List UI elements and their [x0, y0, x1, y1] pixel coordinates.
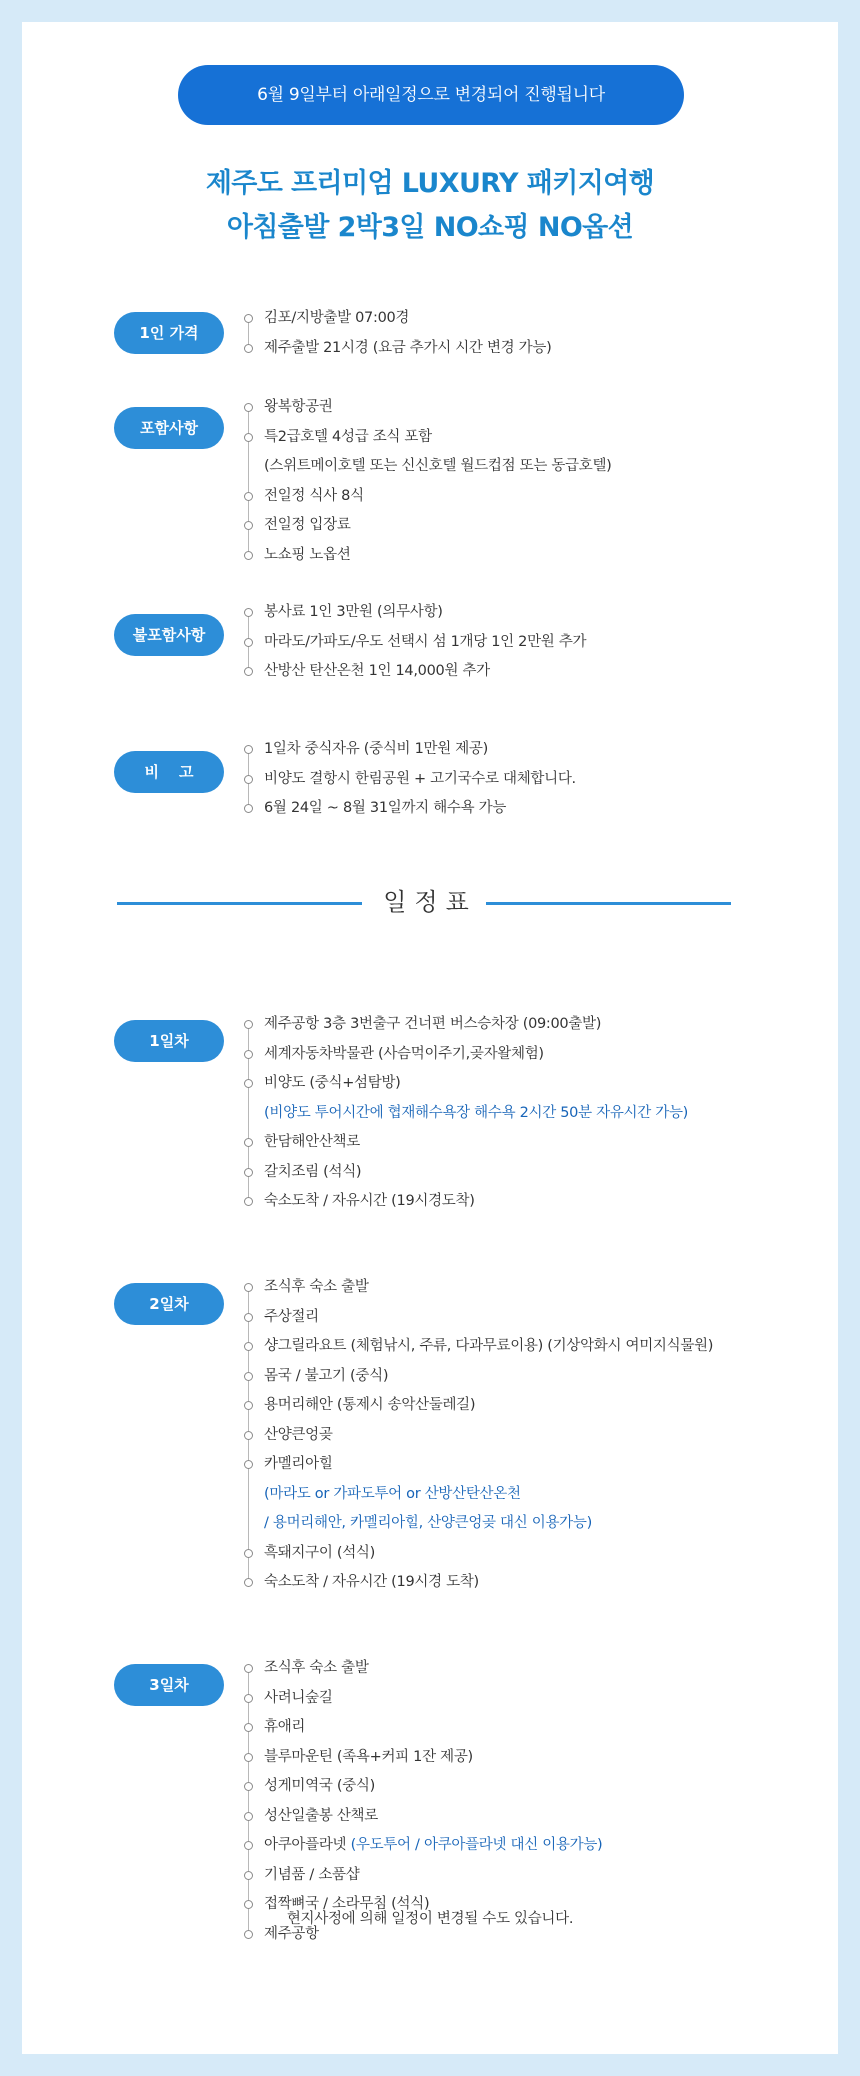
footer-note: 현지사정에 의해 일정이 변경될 수도 있습니다. — [286, 1911, 574, 1927]
schedule-divider — [22, 882, 838, 922]
section-label-excluded: 불포함사항 — [114, 614, 224, 656]
list-item: 6월 24일 ~ 8월 31일까지 해수욕 가능 — [244, 794, 576, 824]
remarks-list — [244, 735, 576, 824]
day-label-2: 2일차 — [114, 1283, 224, 1325]
page-frame — [22, 22, 838, 2054]
list-item: 왕복항공권 — [244, 393, 612, 423]
list-item: 성게미역국 (중식) — [244, 1772, 602, 1802]
list-item: 제주공항 3층 3번출구 건너편 버스승차장 (09:00출발) — [244, 1010, 688, 1040]
list-item: 샹그릴라요트 (체험낚시, 주류, 다과무료이용) (기상악화시 여미지식물원) — [244, 1332, 713, 1362]
title-line-2: 아침출발 2박3일 NO쇼핑 NO옵션 — [226, 212, 634, 243]
list-item: 마라도/가파도/우도 선택시 섬 1개당 1인 2만원 추가 — [244, 628, 586, 658]
list-item: 숙소도착 / 자유시간 (19시경도착) — [244, 1187, 688, 1217]
list-item: 몸국 / 불고기 (중식) — [244, 1362, 713, 1392]
list-item-text: 아쿠아플라넷 — [264, 1837, 347, 1853]
day2-list — [244, 1273, 713, 1598]
list-item: 조식후 숙소 출발 — [244, 1273, 713, 1303]
section-label-price: 1인 가격 — [114, 312, 224, 354]
divider-line-right — [486, 902, 731, 905]
price-list — [244, 304, 551, 363]
list-item: 전일정 식사 8식 — [244, 482, 612, 512]
list-item: 제주출발 21시경 (요금 추가시 시간 변경 가능) — [244, 334, 551, 364]
list-item: 제주공항 — [244, 1920, 602, 1950]
page-title — [22, 162, 838, 250]
list-item: 주상절리 — [244, 1303, 713, 1333]
list-item: 전일정 입장료 — [244, 511, 612, 541]
list-item: 블루마운틴 (족욕+커피 1잔 제공) — [244, 1743, 602, 1773]
section-label-included: 포함사항 — [114, 407, 224, 449]
included-list — [244, 393, 612, 570]
list-item: 세계자동차박물관 (사슴먹이주기,곶자왈체험) — [244, 1040, 688, 1070]
list-item: 한담해안산책로 — [244, 1128, 688, 1158]
list-item: 특2급호텔 4성급 조식 포함 — [244, 423, 612, 453]
list-item: 용머리해안 (통제시 송악산둘레길) — [244, 1391, 713, 1421]
day-label-3: 3일차 — [114, 1664, 224, 1706]
list-item: 노쇼핑 노옵션 — [244, 541, 612, 571]
list-item: 비양도 (중식+섬탐방) — [244, 1069, 688, 1099]
day3-list — [244, 1654, 602, 1949]
list-item: 산방산 탄산온천 1인 14,000원 추가 — [244, 657, 586, 687]
list-item: 비양도 결항시 한림공원 + 고기국수로 대체합니다. — [244, 765, 576, 795]
excluded-list — [244, 598, 586, 687]
day-label-1: 1일차 — [114, 1020, 224, 1062]
list-item: 접짝뼈국 / 소라무침 (석식) — [244, 1890, 602, 1920]
list-item: 휴애리 — [244, 1713, 602, 1743]
list-item: 카멜리아힐 — [244, 1450, 713, 1480]
list-item: 흑돼지구이 (석식) — [244, 1539, 713, 1569]
list-item-note: / 용머리해안, 카멜리아힐, 산양큰엉곶 대신 이용가능) — [264, 1515, 592, 1531]
list-item: 김포/지방출발 07:00경 — [244, 304, 551, 334]
list-item: 조식후 숙소 출발 — [244, 1654, 602, 1684]
list-item — [244, 1831, 602, 1861]
list-item: 성산일출봉 산책로 — [244, 1802, 602, 1832]
list-item-note: (마라도 or 가파도투어 or 산방산탄산온천 — [264, 1485, 521, 1502]
list-item-inline-note: (우도투어 / 아쿠아플라넷 대신 이용가능) — [350, 1837, 603, 1853]
schedule-title: 일정표 — [383, 888, 477, 916]
list-item-note: (스위트메이호텔 또는 신신호텔 월드컵점 또는 동급호텔) — [264, 458, 612, 474]
list-item: 갈치조림 (석식) — [244, 1158, 688, 1188]
day1-list — [244, 1010, 688, 1217]
title-line-1: 제주도 프리미엄 LUXURY 패키지여행 — [205, 168, 655, 199]
section-label-remarks: 비고 — [114, 751, 224, 793]
list-item: 숙소도착 / 자유시간 (19시경 도착) — [244, 1568, 713, 1598]
list-item: 산양큰엉곶 — [244, 1421, 713, 1451]
list-item: 1일차 중식자유 (중식비 1만원 제공) — [244, 735, 576, 765]
list-item: 봉사료 1인 3만원 (의무사항) — [244, 598, 586, 628]
list-item-note: (비양도 투어시간에 협재해수욕장 해수욕 2시간 50분 자유시간 가능) — [264, 1104, 689, 1121]
notice-banner: 6월 9일부터 아래일정으로 변경되어 진행됩니다 — [178, 65, 684, 125]
list-item: 기념품 / 소품샵 — [244, 1861, 602, 1891]
list-item: 사려니숲길 — [244, 1684, 602, 1714]
